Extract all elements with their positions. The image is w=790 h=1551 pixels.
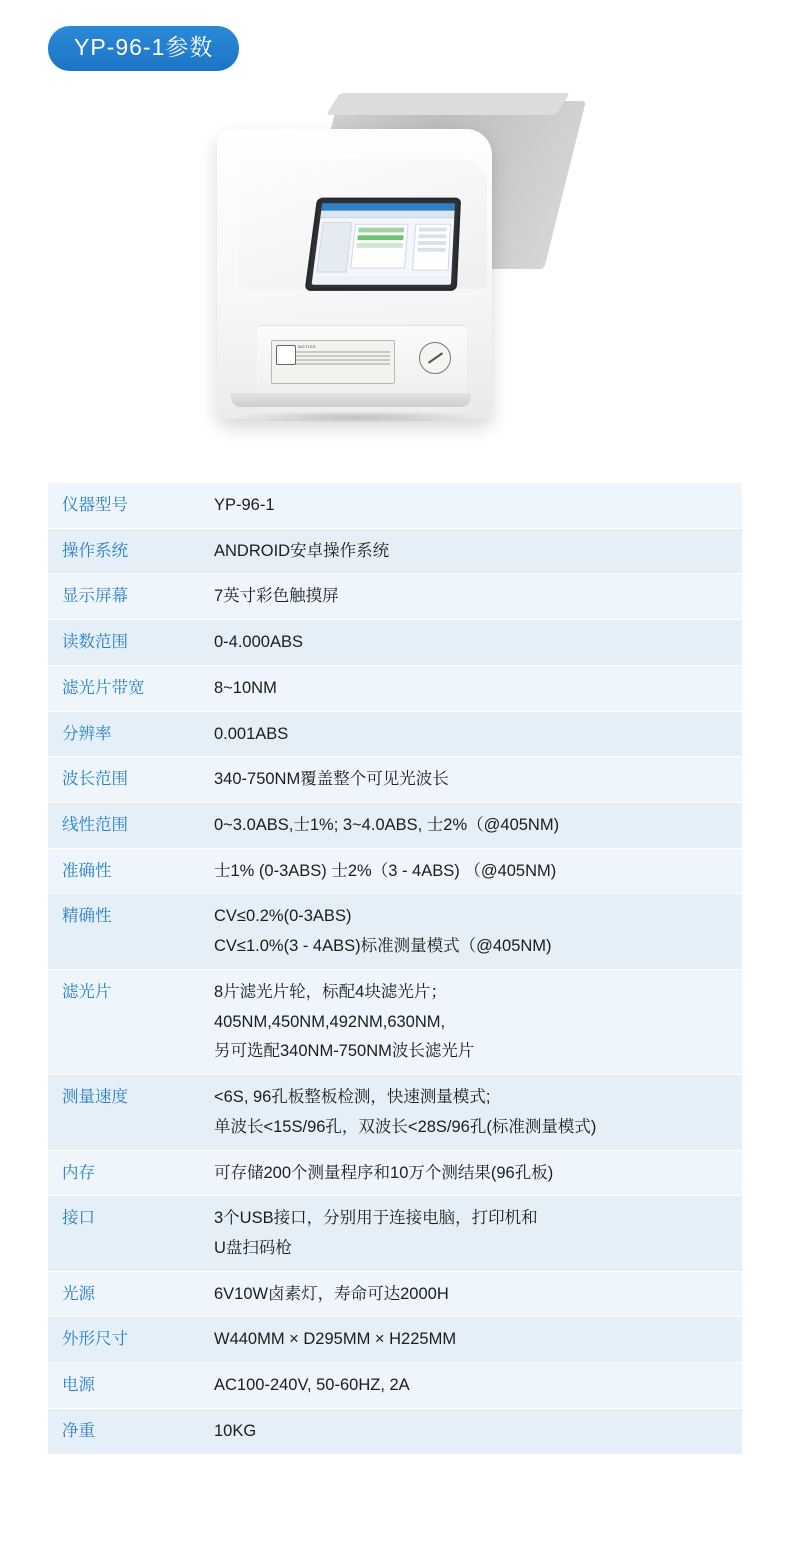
spec-value (200, 483, 742, 528)
spec-key: 测量速度 (48, 1075, 200, 1150)
screen-line-2 (418, 234, 446, 238)
spec-value-line: 单波长<15S/96孔，双波长<28S/96孔(标准测量模式) (214, 1117, 597, 1136)
table-row (48, 574, 742, 620)
screen-line-1 (419, 228, 447, 232)
device-screen-bezel (305, 198, 462, 291)
spec-value (200, 620, 742, 666)
spec-key: 滤光片带宽 (48, 665, 200, 711)
screen-content (313, 218, 455, 277)
table-row (48, 757, 742, 803)
page-title-badge: YP-96-1参数 (48, 26, 239, 71)
spec-value-line: 6V10W卤素灯，寿命可达2000H (214, 1284, 449, 1303)
screen-bar-1 (358, 228, 404, 233)
spec-key: 显示屏幕 (48, 574, 200, 620)
device-shadow (231, 411, 481, 423)
screen-center-panel (350, 224, 408, 269)
product-image-area (0, 83, 790, 463)
screen-bar-3 (356, 243, 403, 248)
spec-key: 滤光片 (48, 969, 200, 1074)
spec-value-line: 士1% (0-3ABS) 士2%（3 - 4ABS) （@405NM) (214, 861, 557, 880)
spec-value-line: <6S, 96孔板整板检测，快速测量模式; (214, 1088, 491, 1107)
spec-value (200, 1075, 742, 1150)
table-row (48, 528, 742, 574)
screen-right-panel (412, 224, 451, 271)
spec-value-line: CV≤1.0%(3 - 4ABS)标准测量模式（@405NM) (214, 937, 552, 956)
table-row (48, 848, 742, 894)
spec-key: 净重 (48, 1408, 200, 1454)
table-row (48, 1150, 742, 1196)
spec-key: 线性范围 (48, 803, 200, 849)
spec-key: 仪器型号 (48, 483, 200, 528)
table-row (48, 665, 742, 711)
spec-value-line: 8片滤光片轮，标配4块滤光片； (214, 982, 447, 1001)
spec-key: 波长范围 (48, 757, 200, 803)
page-header (0, 0, 790, 71)
spec-key: 接口 (48, 1196, 200, 1271)
spec-key: 分辨率 (48, 711, 200, 757)
spec-value (200, 574, 742, 620)
specification-table-body (48, 483, 742, 1454)
spec-value-line: 可存储200个测量程序和10万个测结果(96孔板) (214, 1163, 554, 1182)
table-row (48, 1196, 742, 1271)
spec-key: 精确性 (48, 894, 200, 969)
spec-value (200, 848, 742, 894)
table-row (48, 803, 742, 849)
spec-value-line: 0.001ABS (214, 724, 289, 743)
table-row (48, 1317, 742, 1363)
spec-value (200, 969, 742, 1074)
screen-bar-2 (357, 235, 403, 240)
no-touch-icon (419, 342, 451, 374)
spec-value (200, 1150, 742, 1196)
spec-value-line: W440MM × D295MM × H225MM (214, 1330, 457, 1349)
spec-value-line: 8~10NM (214, 678, 277, 697)
spec-value (200, 894, 742, 969)
spec-value-line: 0~3.0ABS,士1%; 3~4.0ABS, 士2%（@405NM) (214, 816, 560, 835)
spec-key: 准确性 (48, 848, 200, 894)
spec-value-line: 3个USB接口，分别用于连接电脑，打印机和 (214, 1209, 538, 1228)
table-row (48, 711, 742, 757)
spec-value (200, 528, 742, 574)
spec-key: 内存 (48, 1150, 200, 1196)
screen-line-3 (418, 241, 446, 245)
spec-key: 外形尺寸 (48, 1317, 200, 1363)
device-screen (312, 203, 455, 285)
spec-value-line: 0-4.000ABS (214, 633, 303, 652)
spec-value (200, 1317, 742, 1363)
spec-value-line: 10KG (214, 1421, 257, 1440)
spec-key: 读数范围 (48, 620, 200, 666)
table-row (48, 969, 742, 1074)
spec-value-line: 7英寸彩色触摸屏 (214, 587, 339, 606)
spec-value (200, 803, 742, 849)
spec-value (200, 1408, 742, 1454)
spec-value (200, 1196, 742, 1271)
screen-left-panel (316, 222, 352, 273)
spec-key: 操作系统 (48, 528, 200, 574)
table-row (48, 1271, 742, 1317)
screen-toolbar (320, 211, 454, 219)
table-row (48, 1363, 742, 1409)
spec-value-line: ANDROID安卓操作系统 (214, 541, 390, 560)
spec-value (200, 1271, 742, 1317)
table-row (48, 894, 742, 969)
spec-value-line: 另可选配340NM-750NM波长滤光片 (214, 1042, 475, 1061)
table-row (48, 1408, 742, 1454)
device-top-face (239, 159, 487, 289)
spec-value-line: YP-96-1 (214, 496, 275, 514)
notice-warning-icon (276, 345, 296, 365)
spec-value-line: U盘扫码枪 (214, 1238, 292, 1257)
spec-value (200, 1363, 742, 1409)
screen-line-4 (417, 248, 445, 252)
notice-title: NOTICE (298, 344, 317, 349)
notice-sticker (271, 340, 395, 384)
device-base (231, 393, 471, 407)
device-rear-top (326, 93, 570, 115)
spec-value (200, 757, 742, 803)
spec-value-line: AC100-240V, 50-60HZ, 2A (214, 1376, 410, 1395)
spec-value (200, 665, 742, 711)
screen-titlebar (321, 203, 455, 210)
spec-value (200, 711, 742, 757)
table-row (48, 620, 742, 666)
spec-key: 光源 (48, 1271, 200, 1317)
device-body (217, 129, 492, 419)
table-row (48, 1075, 742, 1150)
table-row (48, 483, 742, 528)
specification-table (48, 483, 742, 1455)
spec-key: 电源 (48, 1363, 200, 1409)
microplate-reader-device (205, 93, 585, 453)
spec-value-line: 405NM,450NM,492NM,630NM, (214, 1012, 446, 1031)
spec-value-line: 340-750NM覆盖整个可见光波长 (214, 770, 449, 789)
spec-value-line: CV≤0.2%(0-3ABS) (214, 907, 352, 926)
